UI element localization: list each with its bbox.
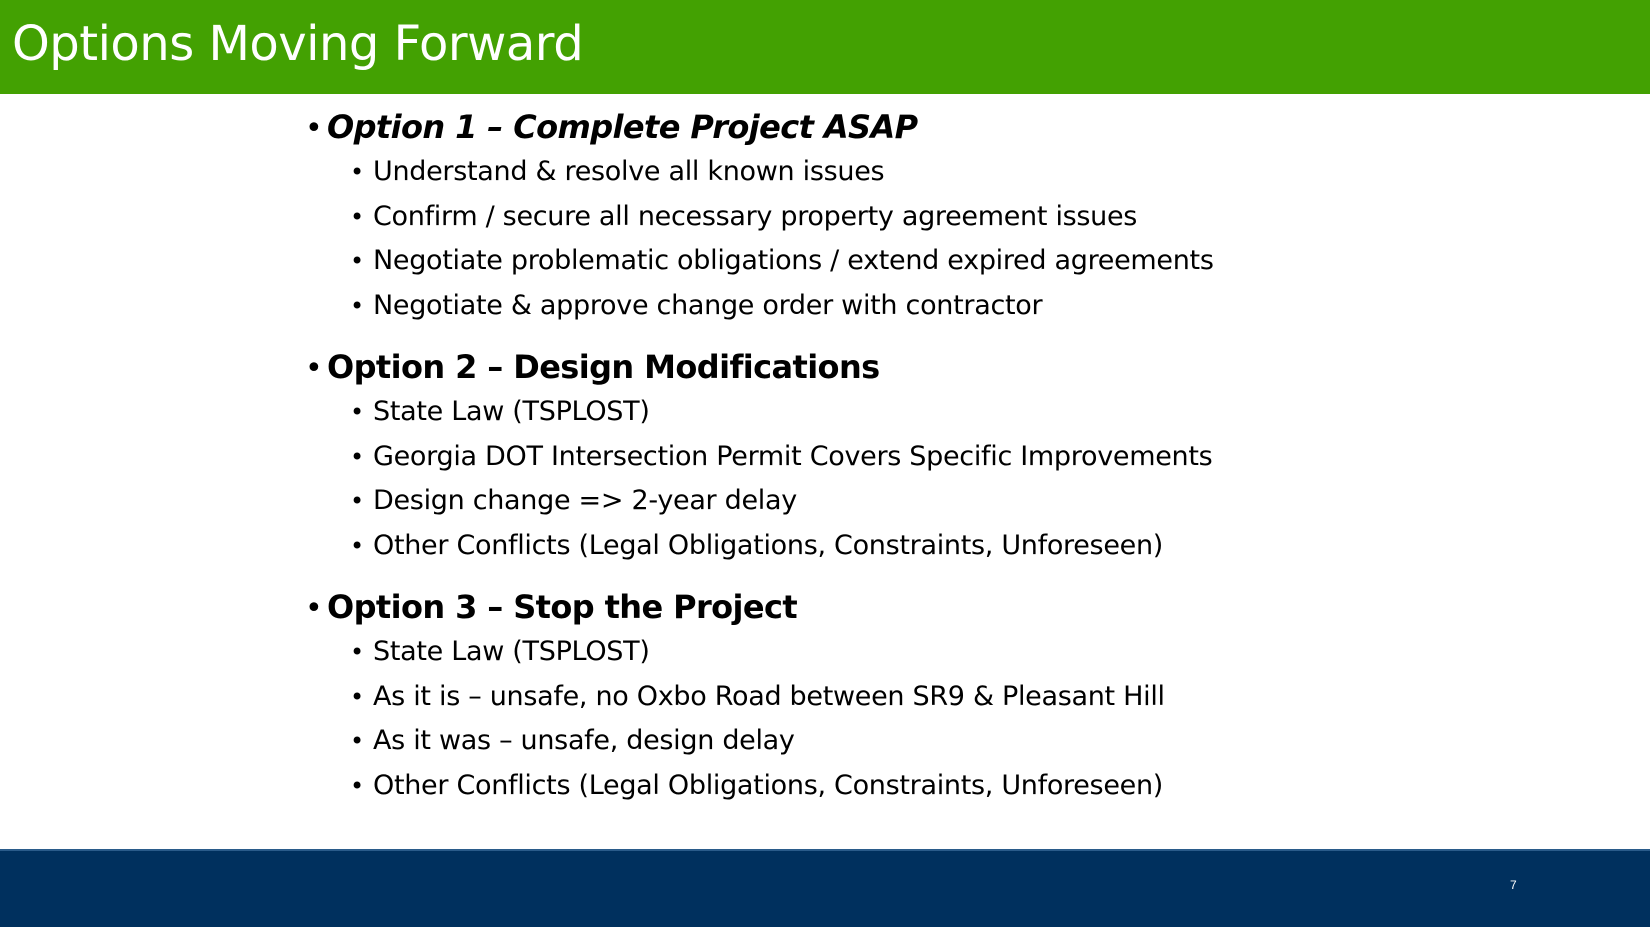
option-heading [305, 108, 1605, 156]
option-3 [305, 588, 1605, 814]
bullet-icon: • [350, 442, 364, 471]
list-item-text: Negotiate & approve change order with contractor [373, 289, 1043, 321]
option-heading [305, 348, 1605, 396]
list-item-text: Negotiate problematic obligations / extend expired agreements [373, 245, 1214, 276]
option-items [305, 636, 1605, 814]
list-item-text: As it was – unsafe, design delay [373, 725, 795, 756]
list-item-text: Understand & resolve all known issues [373, 156, 885, 187]
list-item [350, 290, 1605, 335]
list-item [350, 201, 1605, 246]
title-bar [0, 0, 1650, 94]
footer-bar [0, 849, 1650, 927]
list-item-text: Other Conflicts (Legal Obligations, Constraints, Unforeseen) [373, 769, 1163, 801]
bullet-icon: • [350, 398, 364, 426]
bullet-icon: • [305, 111, 323, 146]
option-items [305, 156, 1605, 334]
bullet-icon: • [350, 531, 364, 560]
list-item-text: As it is – unsafe, no Oxbo Road between SR9 & Pleasant Hill [373, 680, 1165, 712]
list-item-text: Georgia DOT Intersection Permit Covers Specific Improvements [373, 440, 1213, 472]
list-item [350, 245, 1605, 290]
bullet-icon: • [350, 247, 364, 275]
list-item-text: State Law (TSPLOST) [373, 396, 650, 427]
bullet-icon: • [350, 487, 364, 515]
list-item-text: Design change => 2-year delay [373, 485, 797, 516]
bullet-icon: • [305, 351, 323, 386]
list-item [350, 530, 1605, 575]
list-item-text: State Law (TSPLOST) [373, 636, 650, 667]
bullet-icon: • [350, 158, 364, 186]
list-item [350, 485, 1605, 530]
bullet-icon: • [350, 638, 364, 666]
list-item [350, 681, 1605, 726]
option-heading [305, 588, 1605, 636]
list-item [350, 156, 1605, 201]
option-heading-text: Option 3 – Stop the Project [327, 588, 798, 626]
bullet-icon: • [350, 771, 364, 800]
list-item [350, 725, 1605, 770]
list-item [350, 636, 1605, 681]
page-number: 7 [1510, 878, 1517, 892]
bullet-icon: • [350, 727, 364, 755]
list-item-text: Confirm / secure all necessary property agreement issues [373, 200, 1138, 232]
slide-title: Options Moving Forward [12, 16, 584, 72]
bullet-icon: • [350, 291, 364, 320]
option-2 [305, 348, 1605, 574]
list-item [350, 396, 1605, 441]
list-item-text: Other Conflicts (Legal Obligations, Constraints, Unforeseen) [373, 529, 1163, 561]
slide-content [305, 108, 1605, 828]
option-heading-text: Option 1 – Complete Project ASAP [327, 108, 918, 146]
bullet-icon: • [350, 202, 364, 231]
list-item [350, 770, 1605, 815]
bullet-icon: • [305, 591, 323, 626]
list-item [350, 441, 1605, 486]
option-heading-text: Option 2 – Design Modifications [327, 348, 880, 386]
bullet-icon: • [350, 682, 364, 711]
option-items [305, 396, 1605, 574]
option-1 [305, 108, 1605, 334]
